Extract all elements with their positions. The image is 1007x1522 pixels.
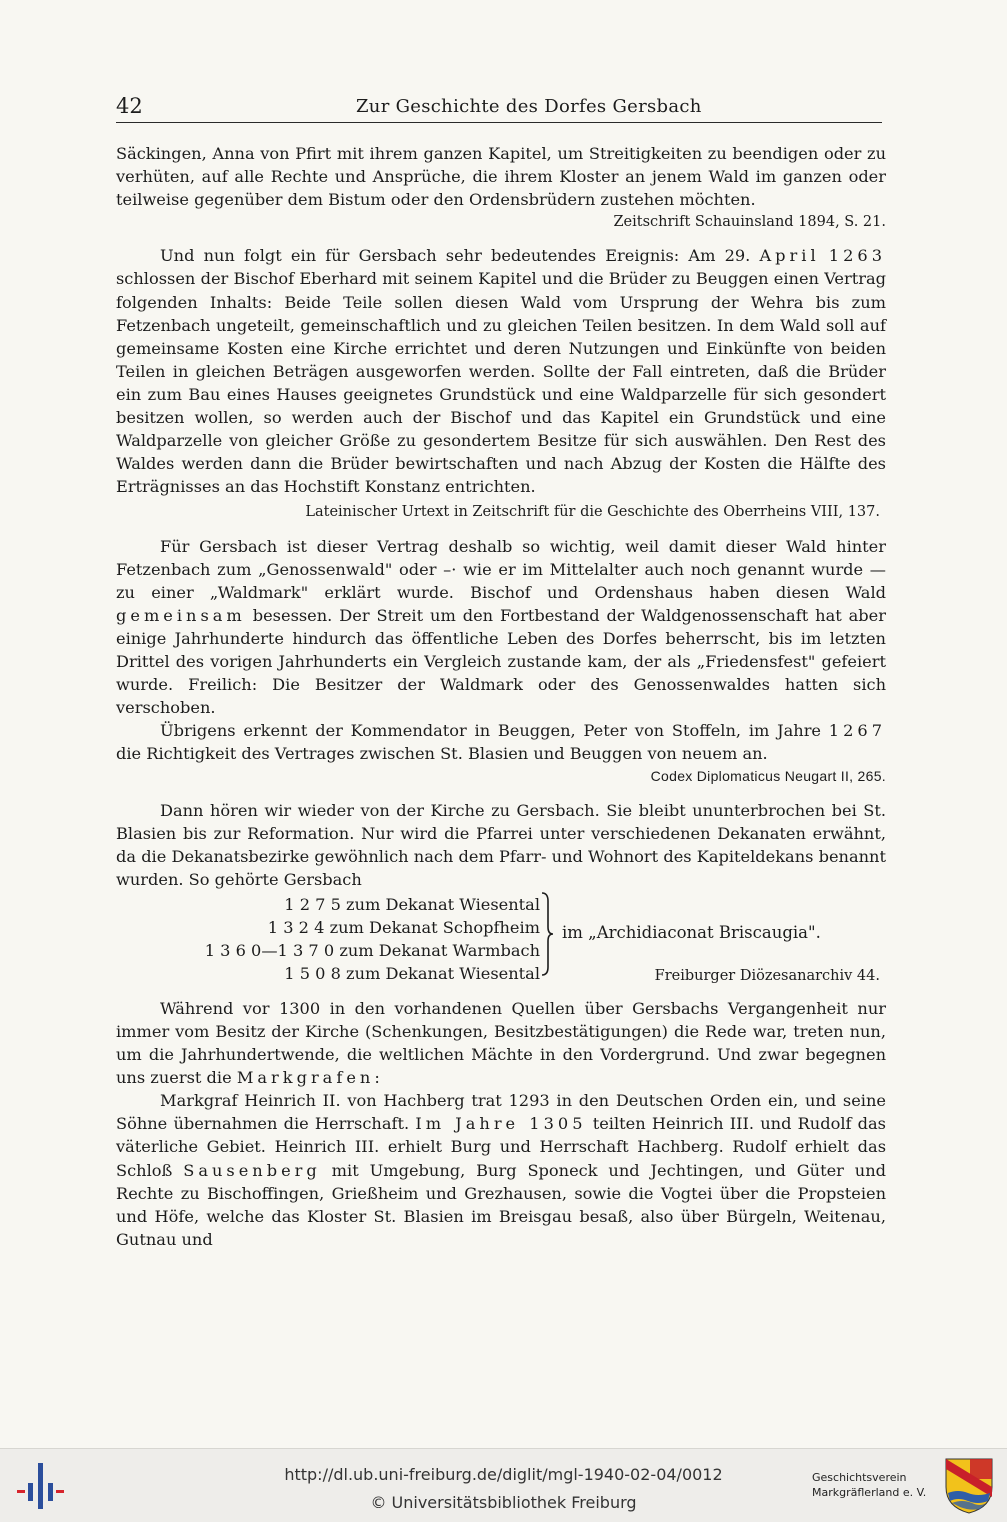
paragraph-6: Während vor 1300 in den vorhandenen Quellen über Gersbachs Vergangenheit nur immer vom Besitz der Kirche (Schenkungen, Besitzbestätigungen) die Rede war, treten nun, um die Jahrhundertwende, die weltlichen Mächte in den Vordergrund. Und zwar begegnen uns zuerst die Markgrafen: <box>116 998 886 1088</box>
copyright-notice: © Universitätsbibliothek Freiburg <box>370 1493 637 1512</box>
paragraph-7: Markgraf Heinrich II. von Hachberg trat 1293 in den Deutschen Orden ein, und seine Söhne übernahmen die Herrschaft. Im Jahre 1305 teilten Heinrich III. und Rudolf das väterliche Gebiet. Heinrich III. erhielt Burg und Herrschaft Hachberg. Rudolf erhielt das Schloß Sausenberg mit Umgebung, Burg Sponeck und Jechtingen, und Güter und Rechte zu Bischoffingen, Grießheim und Grezhausen, sowie die Vogtei über die Propsteien und Höfe, welche das Kloster St. Blasien im Breisgau besaß, also über Bürgeln, Weitenau, Gutnau und <box>116 1091 886 1249</box>
citation-dioezesanarchiv: Freiburger Diözesanarchiv 44. <box>654 967 880 984</box>
spaced-markgrafen: Markgrafen: <box>236 1068 384 1088</box>
citation-codex: Codex Diplomaticus Neugart II, 265. <box>650 768 886 785</box>
spaced-sausenberg: Sausenberg <box>183 1160 321 1180</box>
spaced-april: April <box>759 246 820 266</box>
body-text <box>116 142 886 1251</box>
citation-schauinsland: Zeitschrift Schauinsland 1894, S. 21. <box>613 214 886 231</box>
dekanat-table <box>116 893 886 987</box>
paragraph-5: Dann hören wir wieder von der Kirche zu Gersbach. Sie bleibt ununterbrochen bei St. Blasien bis zur Reformation. Nur wird die Pfarrei unter verschiedenen Dekanaten erwähnt, da die Dekanatsbezirke gewöhnlich nach dem Pfarr- und Wohnort des Kapiteldekans benannt wurden. So gehörte Gersbach <box>116 800 886 889</box>
running-title: Zur Geschichte des Dorfes Gersbach <box>356 96 702 117</box>
spaced-im-jahre-1305: Im Jahre 1305 <box>415 1114 587 1134</box>
dekanat-row: 1 2 7 5 zum Dekanat Wiesental <box>284 894 540 914</box>
citation-oberrhein: Lateinischer Urtext in Zeitschrift für die Geschichte des Oberrheins VIII, 137. <box>305 504 880 521</box>
spaced-year-1263: 1263 <box>828 246 886 266</box>
dekanat-row: 1 5 0 8 zum Dekanat Wiesental <box>284 964 540 984</box>
viewer-footer <box>0 1448 1007 1522</box>
paragraph-3: Für Gersbach ist dieser Vertrag deshalb so wichtig, weil damit dieser Wald hinter Fetzenbach zum „Genossenwald" oder –· wie er im Mittelalter auch noch genannt wurde — zu einer „Waldmark" erklärt wurde. Bischof und Ordenshaus haben diesen Wald gemeinsam besessen. Der Streit um den Fortbestand der Waldgenossenschaft hat aber einige Jahrhunderte hindurch das öffentliche Leben des Dorfes beherrscht, bis im letzten Drittel des vorigen Jahrhunderts ein Vergleich zustande kam, der als „Friedensfest" gefeiert wurde. Freilich: Die Besitzer der Waldmark oder des Genossenwaldes hatten sich verschoben. <box>116 536 886 718</box>
archidiaconat-note: im „Archidiaconat Briscaugia". <box>562 922 821 942</box>
dekanat-row: 1 3 6 0—1 3 7 0 zum Dekanat Warmbach <box>204 941 540 961</box>
paragraph-1: Säckingen, Anna von Pfirt mit ihrem ganzen Kapitel, um Streitigkeiten zu beendigen oder zu verhüten, auf alle Rechte und Ansprüche, die ihrem Kloster an jenem Wald im ganzen oder teilweise gegenüber dem Bistum oder den Ordensbrüdern zustehen möchten. Zeitschrift Schauinsland 1894, S. 21. <box>116 142 886 211</box>
spaced-gemeinsam: gemeinsam <box>116 605 246 625</box>
sponsor-name: Geschichtsverein Markgräflerland e. V. <box>812 1471 927 1499</box>
spaced-year-1267: 1267 <box>828 721 886 741</box>
dekanat-list <box>148 893 540 986</box>
page-number: 42 <box>116 94 143 118</box>
dekanat-row: 1 3 2 4 zum Dekanat Schopfheim <box>267 918 540 938</box>
paragraph-2: Und nun folgt ein für Gersbach sehr bedeutendes Ereignis: Am 29. April 1263 schlossen der Bischof Eberhard mit seinem Kapitel und die Brüder zu Beuggen einen Vertrag folgenden Inhalts: Beide Teile sollen diesen Wald vom Ursprung der Wehra bis zum Fetzenbach ungeteilt, gemeinschaftlich und zu gleichen Teilen besitzen. In dem Wald soll auf gemeinsame Kosten eine Kirche errichtet und deren Nutzungen und Einkünfte von beiden Teilen in gleichen Beträgen ausgeworfen werden. Sollte der Fall eintreten, daß die Brüder ein zum Bau eines Hauses geeignetes Grundstück und eine Waldparzelle für sich gesondert besitzen wollen, so werden auch der Bischof und das Kapitel ein Grundstück und eine Waldparzelle von gleicher Größe zu gesondertem Besitze für sich auswählen. Den Rest des Waldes werden dann die Brüder bewirtschaften und nach Abzug der Kosten die Hälfte des Erträgnisses an das Hochstift Konstanz entrichten. <box>116 246 886 497</box>
markgraeflerland-crest-icon <box>944 1457 994 1515</box>
page-header <box>116 92 882 123</box>
paragraph-4: Übrigens erkennt der Kommendator in Beuggen, Peter von Stoffeln, im Jahre 1267 die Richtigkeit des Vertrages zwischen St. Blasien und Beuggen von neuem an. Codex Diplomaticus Neugart II, 265. <box>116 719 886 765</box>
permalink-url[interactable]: http://dl.ub.uni-freiburg.de/diglit/mgl-1940-02-04/0012 <box>284 1465 723 1484</box>
curly-brace-icon <box>540 891 554 977</box>
